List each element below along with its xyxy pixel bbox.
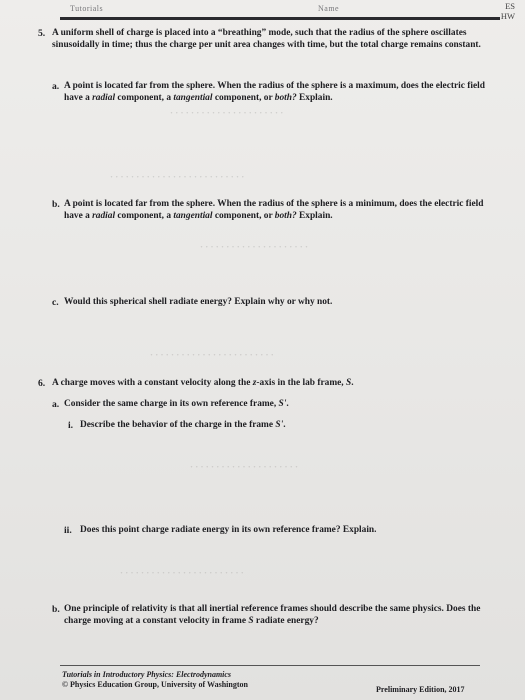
bleed-through-text: · · · · · · · · · · · · · · · · · · · · · · [170,108,284,118]
question-5-number: 5. [38,28,46,39]
footer-citation [62,670,248,690]
question-6ai-label: i. [68,420,74,431]
question-6b-label: b. [52,604,60,615]
question-6aii-text: Does this point charge radiate energy in its own reference frame? Explain. [80,525,377,535]
question-5c-label: c. [52,297,59,308]
question-5b-text: A point is located far from the sphere. When the radius of the sphere is a minimum, does the electric field have a radial component, a tangential component, or both? Explain. [64,199,484,221]
bleed-through-text: · · · · · · · · · · · · · · · · · · · · · · · · [120,568,244,578]
question-5-text: A uniform shell of charge is placed into a “breathing” mode, such that the radius of the sphere oscillates sinusoidally in time; thus the charge per unit area changes with time, but the total charge remains constant. [52,28,481,50]
top-fragment-right: Name [318,4,340,13]
question-6-text: A charge moves with a constant velocity along the z-axis in the lab frame, S. [52,378,354,388]
bleed-through-text: · · · · · · · · · · · · · · · · · · · · · · · · · · [110,172,245,182]
corner-hw-label: HW [500,11,515,21]
top-fragment-left: Tutorials [70,4,104,13]
question-5c-text: Would this spherical shell radiate energy? Explain why or why not. [64,297,333,307]
question-5a-label: a. [52,81,60,92]
bleed-through-text: · · · · · · · · · · · · · · · · · · · · · [200,242,309,252]
header-rule [60,17,500,20]
question-5b-label: b. [52,199,60,210]
footer-rule [60,665,480,666]
bleed-through-text: · · · · · · · · · · · · · · · · · · · · · · · · [150,350,274,360]
corner-code: ES [505,1,515,11]
bleed-through-text: · · · · · · · · · · · · · · · · · · · · · [190,462,299,472]
book-title: Tutorials in Introductory Physics: Electrodynamics [62,670,232,679]
question-6a-text: Consider the same charge in its own reference frame, S'. [64,399,289,409]
question-6a-label: a. [52,399,60,410]
question-6-number: 6. [38,378,46,389]
edition-label: Preliminary Edition, 2017 [376,685,465,694]
question-6ai-text: Describe the behavior of the charge in the frame S'. [80,420,286,430]
question-6aii-label: ii. [64,525,72,536]
question-5a-text: A point is located far from the sphere. When the radius of the sphere is a maximum, does the electric field have a radial component, a tangential component, or both? Explain. [64,81,485,103]
question-6b-text: One principle of relativity is that all inertial reference frames should describe the same physics. Does the charge moving at a constant velocity in frame S radiate energy? [64,604,481,626]
copyright-line: © Physics Education Group, University of Washington [62,680,248,689]
